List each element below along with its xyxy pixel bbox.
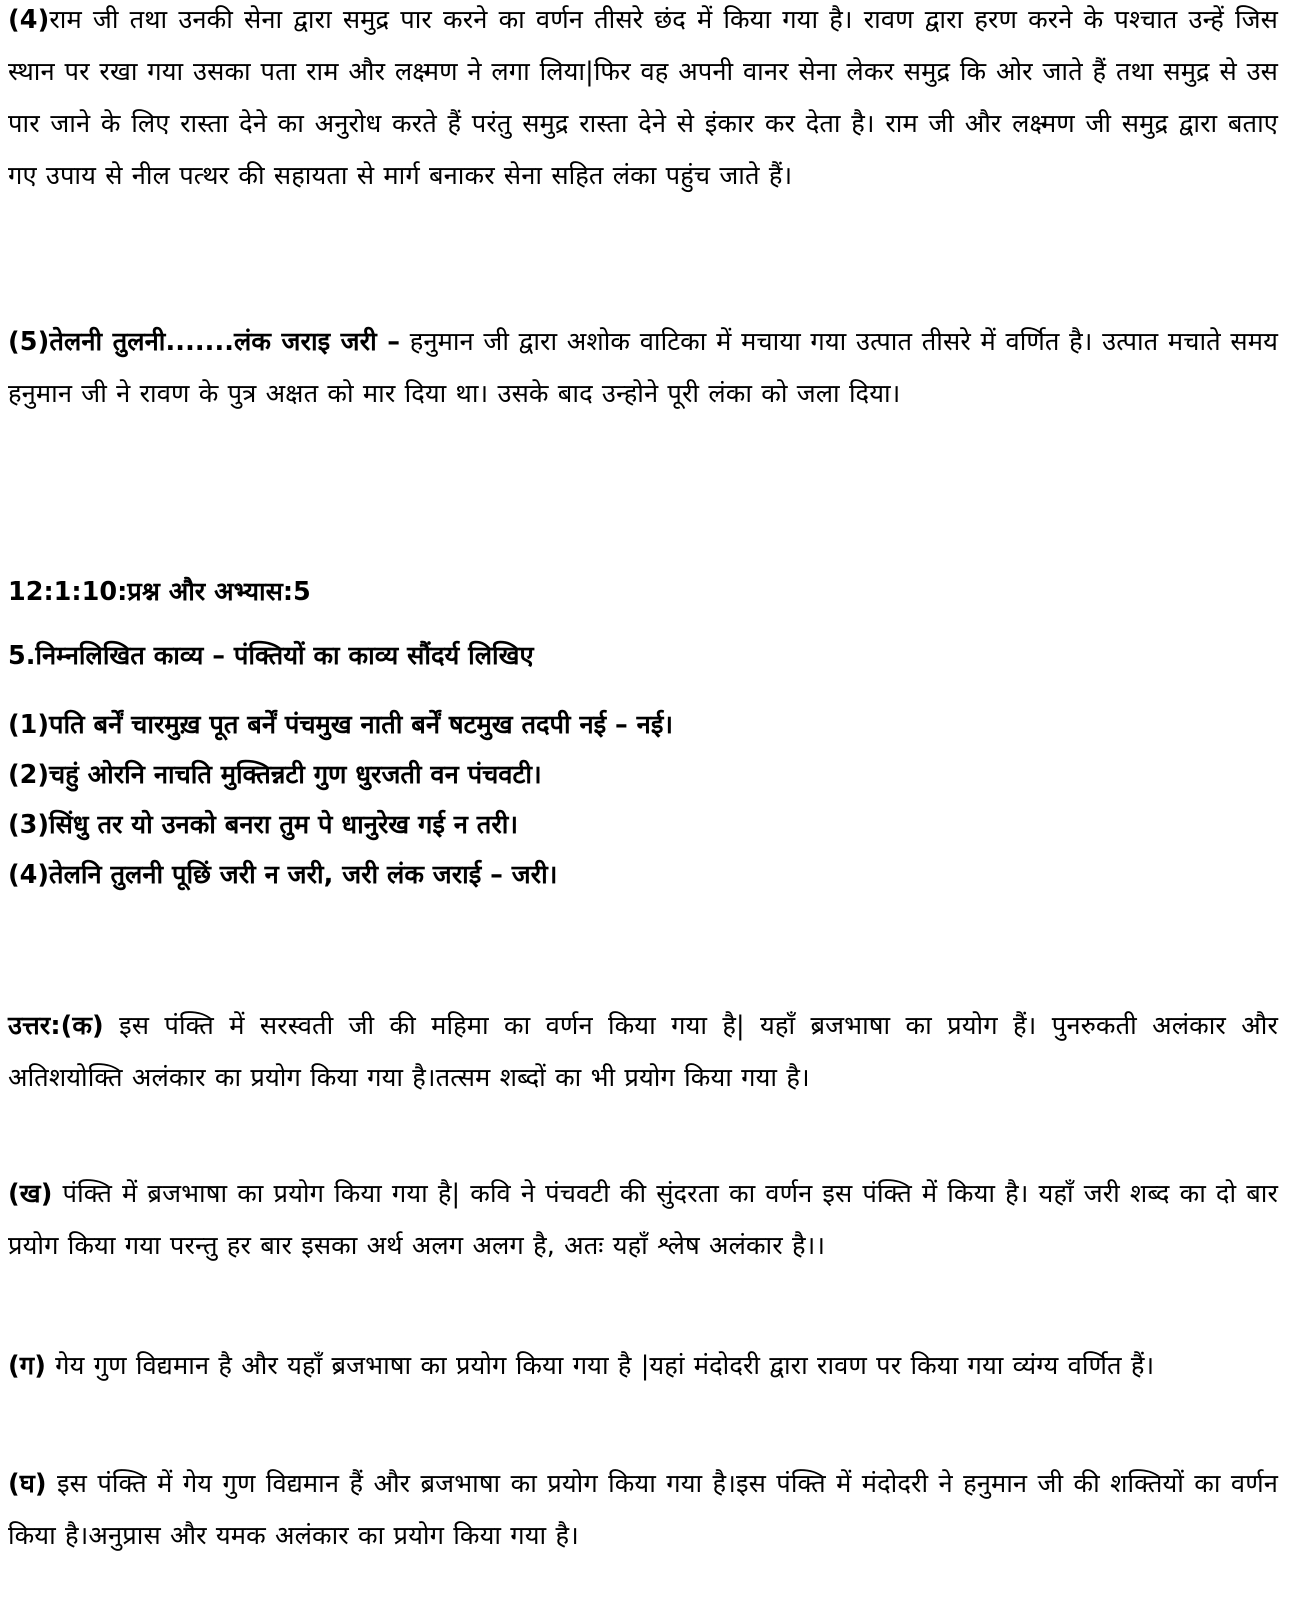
answer-ka-text: इस पंक्ति में सरस्वती जी की महिमा का वर्णन किया गया है| यहाँ ब्रजभाषा का प्रयोग हैं। पुनरुकती अलंकार और अतिशयोक्ति अलंकार का प्रयोग किया गया है।तत्सम शब्दों का भी प्रयोग किया गया है। [8,1011,1278,1093]
question-line-1: (1)पति बर्नें चारमुख़ पूत बर्नें पंचमुख नाती बर्नें षटमुख तदपी नई – नई। [8,710,674,740]
answer-gha [8,1458,1278,1562]
question-line-4: (4)तेलनि तुलनी पूछिं जरी न जरी, जरी लंक जराई – जरी। [8,860,558,890]
exercise-heading: 12:1:10:प्रश्न और अभ्यास:5 [8,577,311,607]
question-lines [8,700,1278,900]
paragraph-5-lead: (5)तेलनी तुलनी.......लंक जराइ जरी – [8,327,401,357]
paragraph-5-text: हनुमान जी द्वारा अशोक वाटिका में मचाया गया उत्पात तीसरे में वर्णित है। उत्पात मचाते समय हनुमान जी ने रावण के पुत्र अक्षत को मार दिया था। उसके बाद उन्होने पूरी लंका को जला दिया। [8,327,1278,409]
question-line-3: (3)सिंधु तर यो उनको बनरा तुम पे धानुरेख गई न तरी। [8,810,519,840]
question-title: 5.निम्नलिखित काव्य – पंक्तियों का काव्य सौंदर्य लिखिए [8,641,534,671]
paragraph-4-lead: (4) [8,5,50,35]
question-line-2: (2)चहुं ओरनि नाचति मुक्तिन्नटी गुण धुरजती वन पंचवटी। [8,760,542,790]
answer-kha [8,1168,1278,1272]
answer-ga-lead: (ग) [8,1351,46,1381]
paragraph-4-text: राम जी तथा उनकी सेना द्वारा समुद्र पार करने का वर्णन तीसरे छंद में किया गया है। रावण द्वारा हरण करने के पश्चात उन्हें जिस स्थान पर रखा गया उसका पता राम और लक्ष्मण ने लगा लिया|फिर वह अपनी वानर सेना लेकर समुद्र कि ओर जाते हैं तथा समुद्र से उस पार जाने के लिए रास्ता देने का अनुरोध करते हैं परंतु समुद्र रास्ता देने से इंकार कर देता है। राम जी और लक्ष्मण जी समुद्र द्वारा बताए गए उपाय से नील पत्थर की सहायता से मार्ग बनाकर सेना सहित लंका पहुंच जाते हैं। [8,5,1278,191]
paragraph-4 [8,0,1278,202]
answer-gha-text: इस पंक्ति में गेय गुण विद्यमान हैं और ब्रजभाषा का प्रयोग किया गया है।इस पंक्ति में मंदोदरी ने हनुमान जी की शक्तियों का वर्णन किया है।अनुप्रास और यमक अलंकार का प्रयोग किया गया है। [8,1469,1278,1551]
answer-ka [8,1000,1278,1104]
answer-ka-lead: उत्तर:(क) [8,1011,104,1041]
answer-ga [8,1340,1278,1392]
answer-kha-text: पंक्ति में ब्रजभाषा का प्रयोग किया गया है| कवि ने पंचवटी की सुंदरता का वर्णन इस पंक्ति में किया है। यहाँ जरी शब्द का दो बार प्रयोग किया गया परन्तु हर बार इसका अर्थ अलग अलग है, अतः यहाँ श्लेष अलंकार है।। [8,1179,1278,1261]
answer-kha-lead: (ख) [8,1179,53,1209]
paragraph-5 [8,316,1278,420]
answer-gha-lead: (घ) [8,1469,47,1499]
answer-ga-text: गेय गुण विद्यमान है और यहाँ ब्रजभाषा का प्रयोग किया गया है |यहां मंदोदरी द्वारा रावण पर किया गया व्यंग्य वर्णित हैं। [45,1351,1155,1381]
